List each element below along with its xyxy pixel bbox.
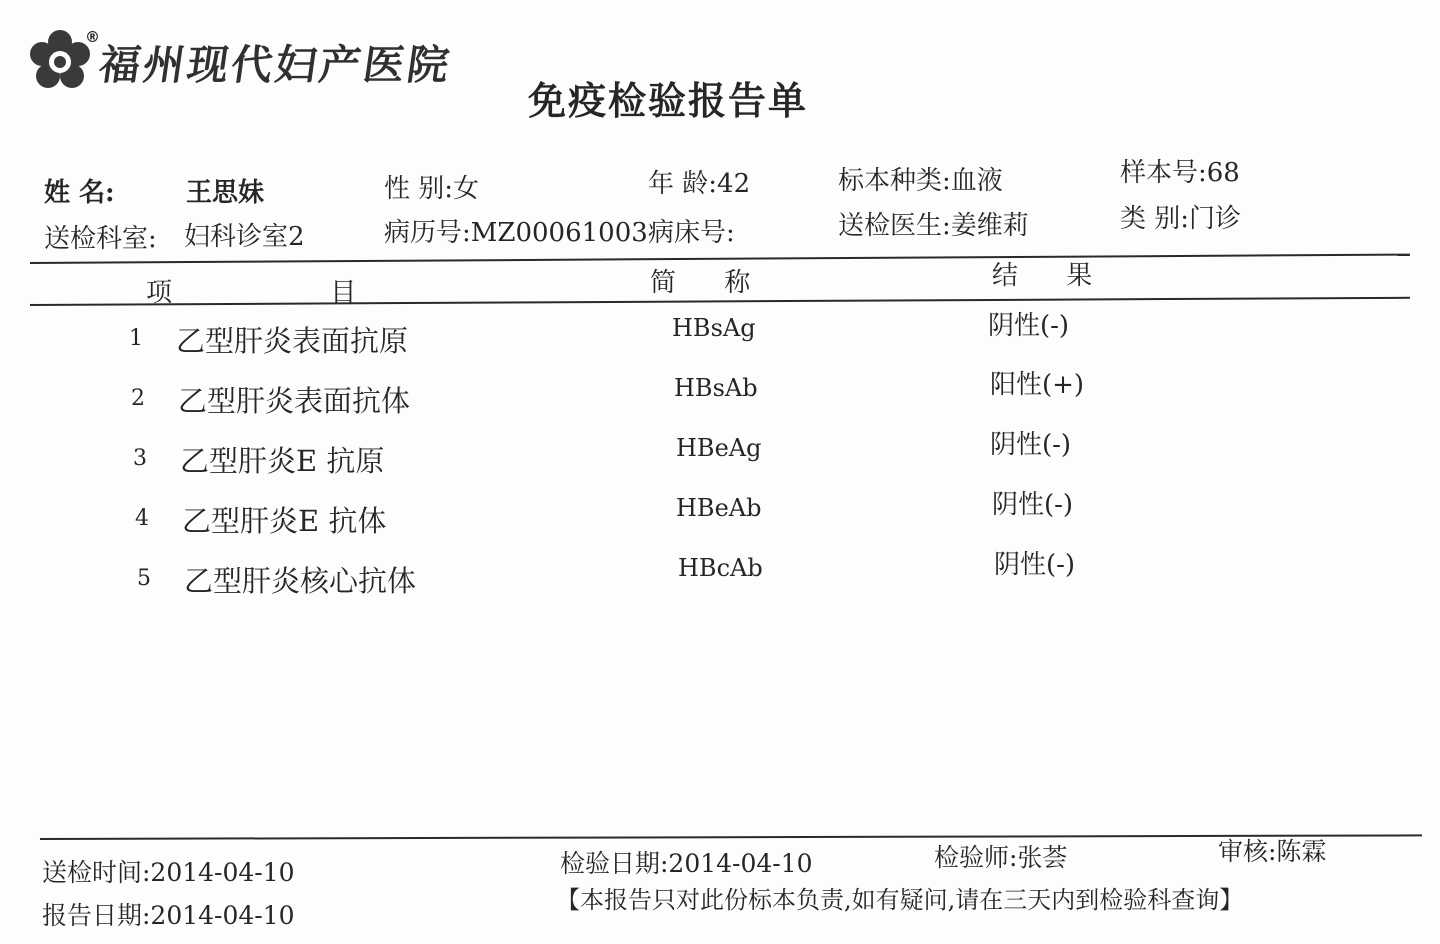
registered-mark: ® bbox=[85, 28, 100, 46]
test-date: 检验日期:2014-04-10 bbox=[560, 849, 813, 878]
header-item: 项 目 bbox=[146, 278, 357, 308]
test-abbr: HBcAb bbox=[678, 554, 763, 582]
flower-logo-icon bbox=[28, 30, 92, 94]
header-result: 结 果 bbox=[992, 261, 1093, 291]
row-number: 3 bbox=[133, 446, 147, 471]
patient-name: 王思妹 bbox=[186, 178, 265, 208]
submit-time: 送检时间:2014-04-10 bbox=[42, 858, 295, 887]
test-item: 乙型肝炎核心抗体 bbox=[184, 564, 417, 598]
sending-doctor: 送检医生:姜维莉 bbox=[838, 211, 1029, 241]
dept-label: 送检科室: bbox=[44, 224, 157, 254]
record-number: 病历号:MZ00061003 bbox=[384, 218, 648, 248]
row-number: 5 bbox=[137, 566, 151, 591]
row-number: 1 bbox=[129, 326, 143, 351]
patient-sex: 性 别:女 bbox=[384, 174, 480, 204]
patient-name-label: 姓 名: bbox=[44, 178, 115, 208]
sample-number: 样本号:68 bbox=[1120, 158, 1240, 188]
test-result: 阴性(-) bbox=[990, 430, 1072, 460]
row-number: 2 bbox=[131, 386, 145, 411]
technician: 检验师:张荟 bbox=[934, 843, 1068, 872]
test-result: 阴性(-) bbox=[988, 311, 1070, 341]
test-abbr: HBsAb bbox=[674, 374, 758, 402]
bed-number: 病床号: bbox=[648, 218, 735, 248]
test-result: 阴性(-) bbox=[994, 550, 1076, 580]
test-abbr: HBeAb bbox=[676, 494, 762, 522]
specimen-type: 标本种类:血液 bbox=[838, 166, 1003, 196]
patient-age: 年 龄:42 bbox=[648, 169, 751, 199]
row-number: 4 bbox=[135, 506, 149, 531]
test-item: 乙型肝炎表面抗体 bbox=[178, 384, 411, 418]
test-abbr: HBsAg bbox=[672, 314, 756, 342]
footer-rule bbox=[40, 834, 1422, 840]
test-item: 乙型肝炎表面抗原 bbox=[176, 324, 409, 358]
report-title: 免疫检验报告单 bbox=[528, 78, 809, 123]
hospital-name: 福州现代妇产医院 bbox=[96, 41, 455, 89]
dept: 妇科诊室2 bbox=[184, 222, 305, 252]
report-date: 报告日期:2014-04-10 bbox=[42, 901, 295, 930]
test-item: 乙型肝炎E 抗体 bbox=[182, 504, 387, 538]
test-result: 阳性(+) bbox=[990, 370, 1085, 400]
test-abbr: HBeAg bbox=[676, 434, 762, 462]
test-result: 阴性(-) bbox=[992, 490, 1074, 520]
disclaimer: 【本报告只对此份标本负责,如有疑问,请在三天内到检验科查询】 bbox=[556, 886, 1244, 914]
header-abbr: 简 称 bbox=[650, 268, 751, 298]
test-item: 乙型肝炎E 抗原 bbox=[180, 444, 385, 478]
reviewer: 审核:陈霖 bbox=[1218, 837, 1327, 866]
visit-category: 类 别:门诊 bbox=[1120, 204, 1242, 234]
